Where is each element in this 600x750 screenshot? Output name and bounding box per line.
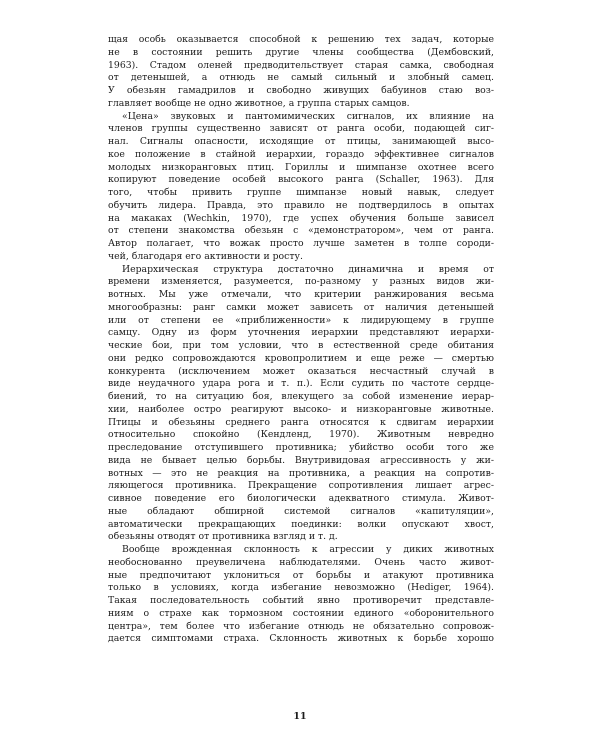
text-line: они редко сопровождаются кровопролитием и еще реже — смертью — [108, 352, 494, 364]
text-line: Иерархическая структура достаточно динамична и время от — [122, 263, 494, 275]
text-line: ниям о страхе как тормозном состоянии единого «оборонительного — [108, 607, 494, 619]
text-line: сивное поведение его биологически адекватного стимула. Живот- — [108, 493, 494, 504]
paragraph — [108, 34, 494, 111]
text-line: Вообще врожденная склонность к агрессии у диких животных — [122, 544, 494, 555]
text-line: обезьяны отводят от противника взгляд и т. д. — [108, 531, 338, 543]
text-line: от детенышей, а отнюдь не самый сильный и злобный самец. — [108, 72, 494, 84]
text-line: автоматически прекращающих поединки: волки опускают хвост, — [108, 518, 494, 530]
text-line: копируют поведение особей высокого ранга (Schaller, 1963). Для — [108, 174, 494, 186]
text-line: Автор полагает, что вожак просто лучше заметен в толпе сороди- — [108, 238, 494, 249]
text-line: центра», тем более что избегание отнюдь не обязательно сопровож- — [108, 620, 494, 632]
text-line: на макаках (Wechkin, 1970), где успех обучения больше зависел — [108, 212, 494, 224]
text-line: многообразны: ранг самки может зависеть от наличия детенышей — [108, 301, 494, 313]
text-line: У обезьян гамадрилов и свободно живущих бабуинов стаю воз- — [108, 85, 494, 96]
text-line: не в состоянии решить другие члены сообщества (Дембовский, — [108, 46, 494, 58]
text-line: того, чтобы привить группе шимпанзе новый навык, следует — [108, 187, 494, 198]
text-line: вотных. Мы уже отмечали, что критерии ранжирования весьма — [108, 289, 494, 300]
text-line: только в условиях, когда избегание невозможно (Hediger, 1964). — [108, 582, 494, 594]
text-line: от степени знакомства обезьян с «демонстратором», чем от ранга. — [108, 225, 494, 237]
text-line: главляет вообще не одно животное, а группа старых самцов. — [108, 97, 410, 109]
text-line: Такая последовательность событий явно противоречит представле- — [108, 595, 494, 606]
text-line: виде неудачного удара рога и т. п.). Если судить по частоте сердце- — [108, 378, 494, 390]
paragraph — [108, 264, 494, 545]
text-line: самцу. Одну из форм уточнения иерархии представляют иерархи- — [108, 327, 494, 339]
text-line: или от степени ее «приближенности» к лидирующему в группе — [108, 314, 494, 326]
text-line: преследование отступившего противника; убийство особи того же — [108, 442, 494, 453]
paragraph — [108, 544, 494, 646]
text-line: нал. Сигналы опасности, исходящие от птицы, занимающей высо- — [108, 136, 494, 147]
text-line: хии, наиболее остро реагируют высоко- и низкоранговые животные. — [108, 403, 494, 415]
text-line: вотных — это не реакция на противника, а реакция на сопротив- — [108, 467, 494, 479]
text-line: времени изменяется, разумеется, по-разному у разных видов жи- — [108, 276, 494, 288]
text-line: ляющегося противника. Прекращение сопротивления лишает агрес- — [108, 480, 494, 492]
text-line: Птицы и обезьяны среднего ранга относятся к сдвигам иерархии — [108, 416, 494, 428]
text-line: ные предпочитают уклониться от борьбы и атакуют противника — [108, 569, 494, 581]
text-line: ческие бои, при том условии, что в естественной среде обитания — [108, 340, 494, 351]
text-line: дается симптомами страха. Склонность животных к борьбе хорошо — [108, 633, 494, 645]
body-text — [108, 34, 494, 646]
text-line: 1963). Стадом оленей предводительствует старая самка, свободная — [108, 59, 494, 71]
text-line: кое положение в стайной иерархии, гораздо эффективнее сигналов — [108, 148, 494, 160]
text-line: «Цена» звуковых и пантомимических сигналов, их влияние на — [122, 110, 494, 122]
text-line: вида не бывает целью борьбы. Внутривидовая агрессивность у жи- — [108, 454, 494, 466]
text-line: чей, благодаря его активности и росту. — [108, 250, 303, 262]
text-line: биений, то на ситуацию боя, влекущего за собой изменение иерар- — [108, 391, 494, 402]
page-number: 11 — [293, 711, 307, 722]
text-line: членов группы существенно зависят от ранга особи, подающей сиг- — [108, 123, 494, 135]
text-line: относительно спокойно (Кендленд, 1970). Животным невредно — [108, 429, 494, 441]
paragraph — [108, 111, 494, 264]
text-line: необоснованно преувеличена наблюдателями. Очень часто живот- — [108, 556, 494, 568]
text-line: конкурента (исключением может оказаться несчастный случай в — [108, 365, 494, 377]
text-line: ные обладают обширной системой сигналов «капитуляции», — [108, 505, 494, 517]
text-line: молодых низкоранговых птиц. Гориллы и шимпанзе охотнее всего — [108, 161, 494, 173]
text-line: щая особь оказывается способной к решению тех задач, которые — [108, 34, 494, 45]
text-line: обучить лидера. Правда, это правило не подтвердилось в опытах — [108, 199, 494, 211]
